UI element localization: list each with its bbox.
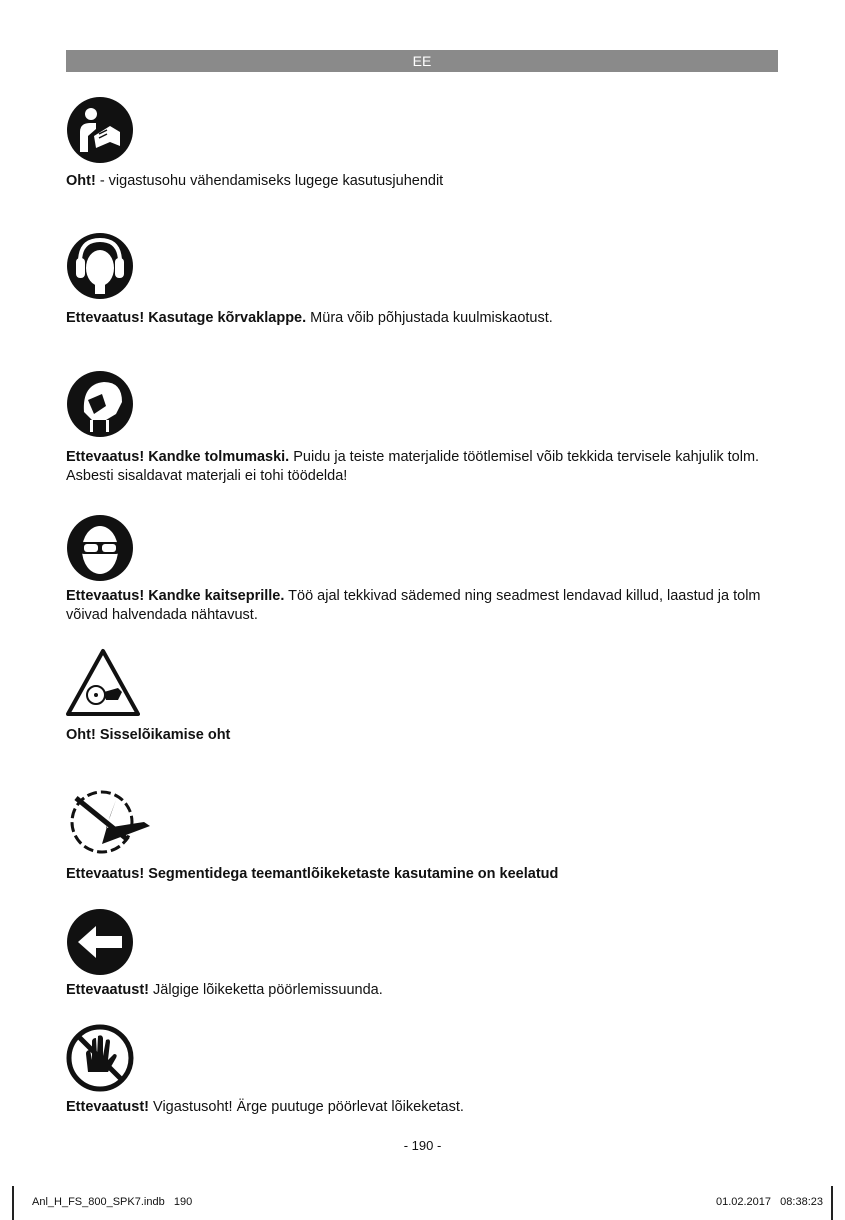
language-code: EE: [412, 53, 432, 69]
warning-no-segmented-disc: Ettevaatus! Segmentidega teemantlõikeketaste kasutamine on keelatud: [66, 866, 559, 882]
do-not-touch-icon: [66, 1024, 134, 1092]
rotation-direction-arrow-icon: [66, 908, 134, 976]
warning-ear-protection: Ettevaatus! Kasutage kõrvaklappe. Müra võib põhjustada kuulmiskaotust.: [66, 310, 553, 326]
crop-mark-left: [12, 1186, 14, 1220]
footer-datetime: 01.02.2017 08:38:23: [715, 1196, 823, 1208]
warning-read-manual: Oht! - vigastusohu vähendamiseks lugege kasutusjuhendit: [66, 173, 444, 189]
warning-do-not-touch: Ettevaatust! Vigastusoht! Ärge puutuge pöörlevat lõikeketast.: [66, 1099, 464, 1115]
warning-rotation-direction: Ettevaatust! Jälgige lõikeketta pöörlemissuunda.: [66, 982, 383, 998]
crop-mark-right: [831, 1186, 833, 1220]
cut-hazard-warning-icon: [66, 648, 140, 716]
language-header-bar: [66, 50, 778, 72]
safety-goggles-icon: [66, 514, 134, 582]
warning-cut-hazard: Oht! Sisselõikamise oht: [66, 727, 231, 743]
no-segmented-diamond-disc-icon: [66, 788, 156, 856]
ear-protection-icon: [66, 232, 134, 300]
page-number: - 190 -: [403, 1138, 442, 1153]
footer-file-name: Anl_H_FS_800_SPK7.indb 190: [32, 1196, 193, 1208]
warning-safety-goggles: Ettevaatus! Kandke kaitseprille. Töö ajal tekkivad sädemed ning seadmest lendavad killud, laastud ja tolm võivad halvendada nähtavust.: [66, 588, 761, 623]
warning-dust-mask: Ettevaatus! Kandke tolmumaski. Puidu ja teiste materjalide töötlemisel võib tekkida tervisele kahjulik tolm. Asbesti sisaldavat materjali ei tohi töödelda!: [66, 449, 760, 484]
read-manual-icon: [66, 96, 134, 164]
dust-mask-icon: [66, 370, 134, 438]
